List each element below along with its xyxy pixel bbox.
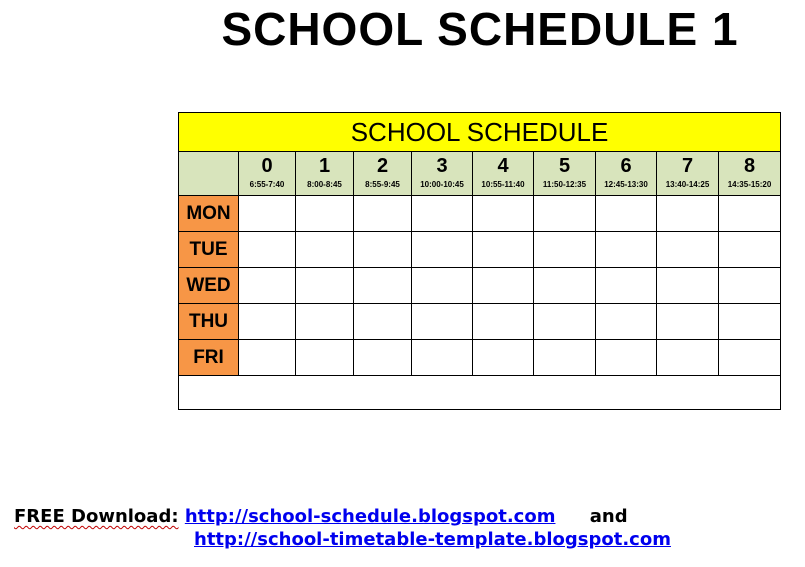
period-number: 1 [318, 155, 331, 177]
and-text: and [589, 506, 628, 527]
period-time: 6:55-7:40 [249, 180, 285, 189]
schedule-cell[interactable] [296, 304, 354, 340]
schedule-cell[interactable] [534, 268, 596, 304]
day-row-fri [179, 340, 781, 376]
schedule-cell[interactable] [239, 196, 296, 232]
period-number: 5 [558, 155, 571, 177]
schedule-cell[interactable] [596, 232, 657, 268]
schedule-cell[interactable] [719, 232, 781, 268]
schedule-cell[interactable] [239, 304, 296, 340]
day-row-wed [179, 268, 781, 304]
schedule-cell[interactable] [719, 340, 781, 376]
schedule-cell[interactable] [296, 196, 354, 232]
schedule-cell[interactable] [473, 232, 534, 268]
schedule-table [178, 112, 781, 410]
schedule-cell[interactable] [719, 304, 781, 340]
free-download-label: FREE Download: [14, 506, 179, 527]
schedule-cell[interactable] [473, 304, 534, 340]
period-header-7 [657, 152, 719, 196]
schedule-cell[interactable] [412, 268, 473, 304]
schedule-cell[interactable] [534, 232, 596, 268]
schedule-cell[interactable] [412, 232, 473, 268]
corner-cell [179, 152, 239, 196]
timetable-blog-link[interactable]: http://school-timetable-template.blogspot.com [194, 529, 671, 550]
day-rows [179, 196, 781, 376]
schedule-cell[interactable] [239, 340, 296, 376]
day-label: WED [179, 268, 239, 304]
day-label: THU [179, 304, 239, 340]
period-number: 3 [436, 155, 448, 177]
period-number: 2 [376, 155, 389, 177]
schedule-cell[interactable] [473, 196, 534, 232]
period-header-4 [473, 152, 534, 196]
schedule-cell[interactable] [473, 268, 534, 304]
period-time: 8:55-9:45 [365, 180, 400, 189]
day-label: MON [179, 196, 239, 232]
day-row-mon [179, 196, 781, 232]
schedule-cell[interactable] [296, 268, 354, 304]
schedule-cell[interactable] [719, 268, 781, 304]
schedule-cell[interactable] [596, 268, 657, 304]
period-time: 14:35-15:20 [727, 180, 772, 189]
day-label: TUE [179, 232, 239, 268]
schedule-cell[interactable] [657, 268, 719, 304]
schedule-cell[interactable] [239, 268, 296, 304]
period-time: 11:50-12:35 [542, 180, 587, 189]
page-title: SCHOOL SCHEDULE 1 [221, 3, 739, 55]
schedule-cell[interactable] [296, 232, 354, 268]
period-header-0 [239, 152, 296, 196]
schedule-cell[interactable] [412, 196, 473, 232]
schedule-cell[interactable] [354, 232, 412, 268]
period-header-8 [719, 152, 781, 196]
notes-row[interactable] [179, 376, 781, 410]
schedule-cell[interactable] [473, 340, 534, 376]
schedule-cell[interactable] [239, 232, 296, 268]
period-number: 0 [261, 155, 273, 177]
schedule-cell[interactable] [657, 304, 719, 340]
download-footer [14, 506, 671, 550]
schedule-cell[interactable] [657, 196, 719, 232]
schedule-cell[interactable] [296, 340, 354, 376]
schedule-blog-link[interactable]: http://school-schedule.blogspot.com [184, 506, 556, 527]
period-number: 8 [743, 155, 756, 177]
period-number: 7 [681, 155, 694, 177]
period-number: 6 [620, 155, 632, 177]
schedule-cell[interactable] [354, 304, 412, 340]
schedule-cell[interactable] [596, 304, 657, 340]
schedule-cell[interactable] [354, 268, 412, 304]
period-time: 13:40-14:25 [665, 180, 710, 189]
day-row-tue [179, 232, 781, 268]
period-number: 4 [497, 155, 509, 177]
period-time: 10:00-10:45 [420, 180, 464, 189]
period-header-3 [412, 152, 473, 196]
period-header-6 [596, 152, 657, 196]
schedule-cell[interactable] [596, 340, 657, 376]
schedule-cell[interactable] [596, 196, 657, 232]
day-row-thu [179, 304, 781, 340]
period-header-1 [296, 152, 354, 196]
period-time: 12:45-13:30 [604, 180, 648, 189]
schedule-cell[interactable] [534, 196, 596, 232]
period-header-5 [534, 152, 596, 196]
schedule-cell[interactable] [534, 340, 596, 376]
schedule-cell[interactable] [354, 340, 412, 376]
period-header-row [179, 152, 781, 196]
schedule-cell[interactable] [412, 340, 473, 376]
schedule-cell[interactable] [412, 304, 473, 340]
schedule-cell[interactable] [657, 340, 719, 376]
schedule-banner: SCHOOL SCHEDULE [179, 113, 781, 152]
schedule-cell[interactable] [657, 232, 719, 268]
schedule-cell[interactable] [534, 304, 596, 340]
period-time: 10:55-11:40 [481, 180, 525, 189]
period-header-2 [354, 152, 412, 196]
schedule-cell[interactable] [719, 196, 781, 232]
period-time: 8:00-8:45 [307, 180, 342, 189]
schedule-cell[interactable] [354, 196, 412, 232]
day-label: FRI [179, 340, 239, 376]
